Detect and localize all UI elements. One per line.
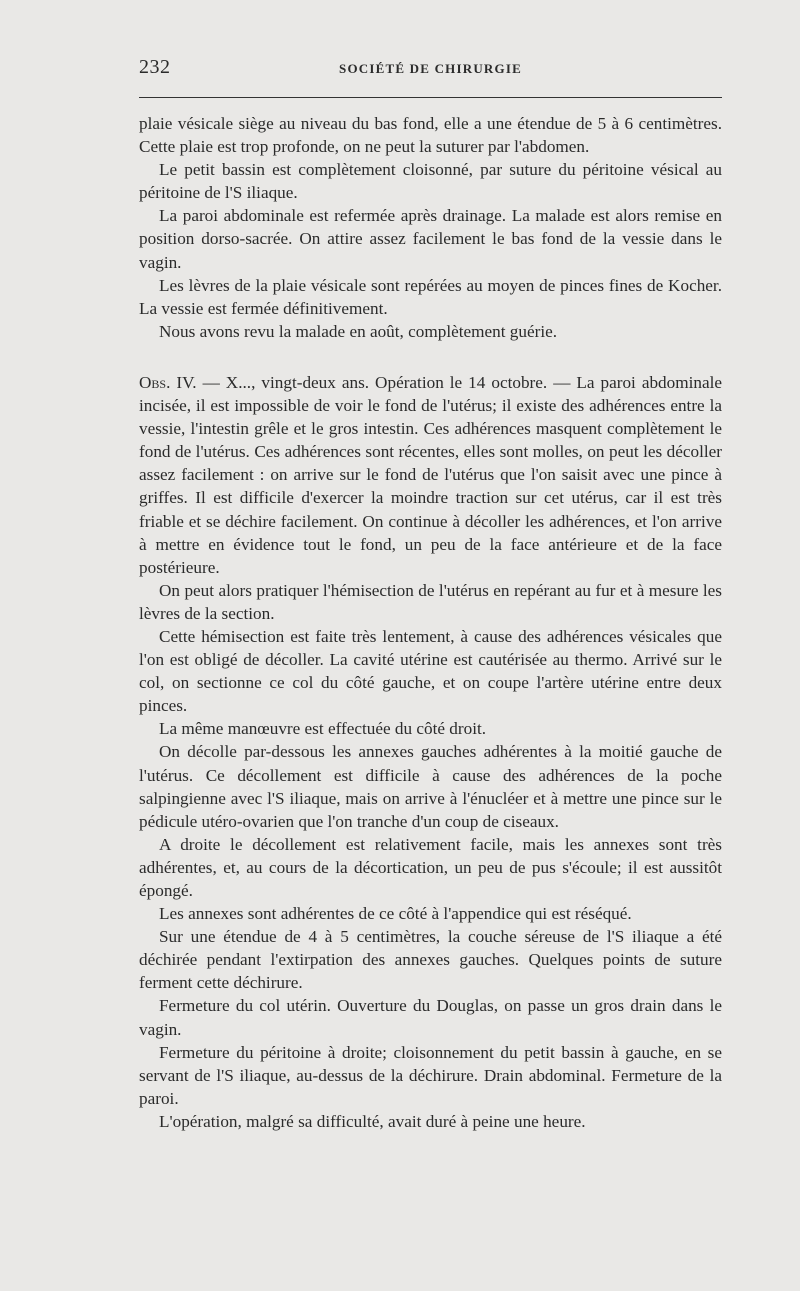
- paragraph: La paroi abdominale est refermée après drainage. La malade est alors remise en position dorso-sacrée. On attire assez facilement le bas fond de la vessie dans le vagin.: [139, 206, 722, 272]
- running-title: SOCIÉTÉ DE CHIRURGIE: [339, 61, 522, 76]
- paragraph: On décolle par-dessous les annexes gauches adhérentes à la moitié gauche de l'utérus. Ce décollement est difficile à cause des adhérences de la poche salpingienne avec l'S iliaque, mais on arrive à l'énucléer et à mettre une pince sur le pédicule utéro-ovarien que l'on tranche d'un coup de ciseaux.: [139, 742, 722, 831]
- paragraph: Les annexes sont adhérentes de ce côté à l'appendice qui est réséqué.: [159, 904, 632, 924]
- body-text: [139, 112, 722, 1133]
- observation-label: Obs. IV.: [139, 372, 197, 392]
- page-header: [139, 56, 722, 84]
- paragraph: On peut alors pratiquer l'hémisection de l'utérus en repérant au fur et à mesure les lèvres de la section.: [139, 580, 722, 623]
- paragraph: La même manœuvre est effectuée du côté droit.: [159, 719, 487, 739]
- paragraph: Sur une étendue de 4 à 5 centimètres, la couche séreuse de l'S iliaque a été déchirée pendant l'extirpation des annexes gauches. Quelques points de suture ferment cette déchirure.: [139, 927, 722, 993]
- paragraph: plaie vésicale siège au niveau du bas fond, elle a une étendue de 5 à 6 centimètres. Cette plaie est trop profonde, on ne peut la suturer par l'abdomen.: [139, 114, 722, 157]
- page-number: 232: [139, 56, 171, 78]
- paragraph: Les lèvres de la plaie vésicale sont repérées au moyen de pinces fines de Kocher. La vessie est fermée définitivement.: [139, 275, 722, 318]
- section-gap: [139, 343, 722, 371]
- observation-paragraph: [139, 371, 722, 579]
- paragraph: Le petit bassin est complètement cloisonné, par suture du péritoine vésical au péritoine de l'S iliaque.: [139, 160, 722, 203]
- paragraph: Fermeture du péritoine à droite; cloisonnement du petit bassin à gauche, en se servant de l'S iliaque, au-dessus de la déchirure. Drain abdominal. Fermeture de la paroi.: [139, 1042, 722, 1108]
- observation-text: — X..., vingt-deux ans. Opération le 14 octobre. — La paroi abdominale incisée, il est impossible de voir le fond de l'utérus; il existe des adhérences entre la vessie, l'intestin grêle et le gros intestin. Ces adhérences masquent complètement le fond de l'utérus. Ces adhérences sont récentes, elles sont molles, on peut les décoller assez facilement : on arrive sur le fond de l'utérus que l'on saisit avec une pince à griffes. Il est difficile d'exercer la moindre traction sur cet utérus, car il est très friable et se déchire facilement. On continue à décoller les adhérences, et l'on arrive à mettre en évidence tout le fond, un peu de la face antérieure et de la face postérieure.: [139, 372, 723, 577]
- header-rule: [139, 97, 722, 98]
- paragraph: Fermeture du col utérin. Ouverture du Douglas, on passe un gros drain dans le vagin.: [139, 996, 722, 1039]
- paragraph: L'opération, malgré sa difficulté, avait duré à peine une heure.: [159, 1111, 586, 1131]
- paragraph: Nous avons revu la malade en août, complètement guérie.: [159, 321, 558, 341]
- paragraph: Cette hémisection est faite très lentement, à cause des adhérences vésicales que l'on est obligé de décoller. La cavité utérine est cautérisée au thermo. Arrivé sur le col, on sectionne ce col du côté gauche, et on coupe l'artère utérine entre deux pinces.: [139, 626, 722, 716]
- paragraph: A droite le décollement est relativement facile, mais les annexes sont très adhérentes, et, au cours de la décortication, un peu de pus s'écoule; il est aussitôt épongé.: [139, 834, 722, 900]
